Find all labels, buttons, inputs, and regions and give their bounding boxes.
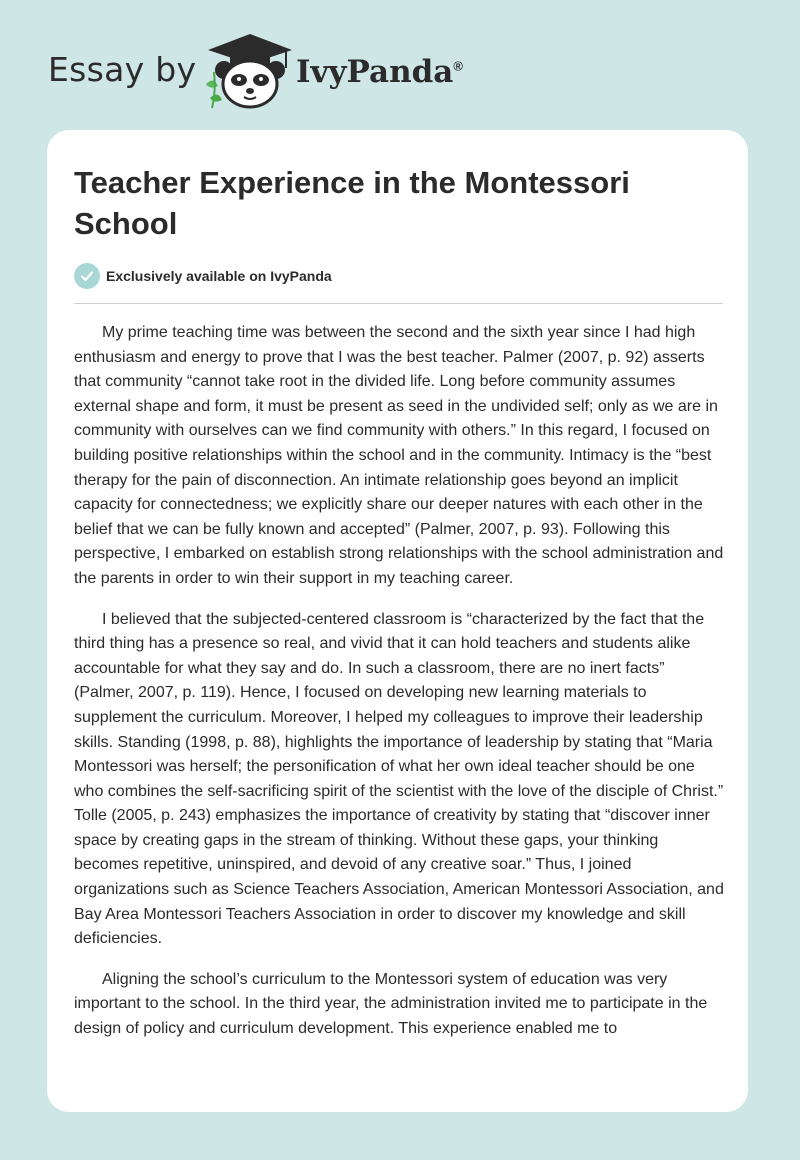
essay-title: Teacher Experience in the Montessori School [74,165,630,241]
checkmark-icon [74,263,100,289]
exclusive-badge [74,263,332,289]
paragraph-1: My prime teaching time was between the second and the sixth year since I had high enthusiasm and energy to prove that I was the best teacher. Palmer (2007, p. 92) asserts that community “cannot take root in the divided life. Long before community assumes external shape and form, it must be present as seed in the undivided self; only as we are in community with ourselves can we find community with others.” In this regard, I focused on building positive relationships within the school and in the community. Intimacy is the “best therapy for the pain of disconnection. An intimate relationship goes beyond an implicit capacity for connectedness; we explicitly share our deeper natures with each other in the belief that we can be fully known and accepted” (Palmer, 2007, p. 93). Following this perspective, I embarked on establish strong relationships with the school administration and the parents in order to win their support in my teaching career. [74,324,724,587]
divider [74,303,723,304]
exclusive-badge-label: Exclusively available on IvyPanda [106,268,332,284]
paragraph-2: I believed that the subjected-centered classroom is “characterized by the fact that the third thing has a presence so real, and vivid that it can hold teachers and students alike accountable for what they say and do. In such a classroom, there are no inert facts” (Palmer, 2007, p. 119). Hence, I focused on developing new learning materials to supplement the curriculum. Moreover, I helped my colleagues to improve their leadership skills. Standing (1998, p. 88), highlights the importance of leadership by stating that “Maria Montessori was herself; the personification of what her own ideal teacher should be one who combines the self-sacrificing spirit of the scientist with the love of the disciple of Christ.” Tolle (2005, p. 243) emphasizes the importance of creativity by stating that “discover inner space by creating gaps in the stream of thinking. Without these gaps, your thinking becomes repetitive, uninspired, and devoid of any creative soar.” Thus, I joined organizations such as Science Teachers Association, American Montessori Association, and Bay Area Montessori Teachers Association in order to discover my knowledge and skill deficiencies. [74,610,724,948]
essay-by-label: Essay by [48,50,197,89]
essay-card [47,130,748,1112]
registered-mark: ® [453,58,463,74]
site-header [0,0,800,130]
essay-body [74,321,724,1058]
paragraph-3: Aligning the school’s curriculum to the Montessori system of education was very important to the school. In the third year, the administration invited me to participate in the design of policy and curriculum development. This experience enabled me to [74,970,708,1038]
brand-name[interactable]: IvyPanda® [296,54,463,90]
ivypanda-logo-icon[interactable] [200,32,300,110]
